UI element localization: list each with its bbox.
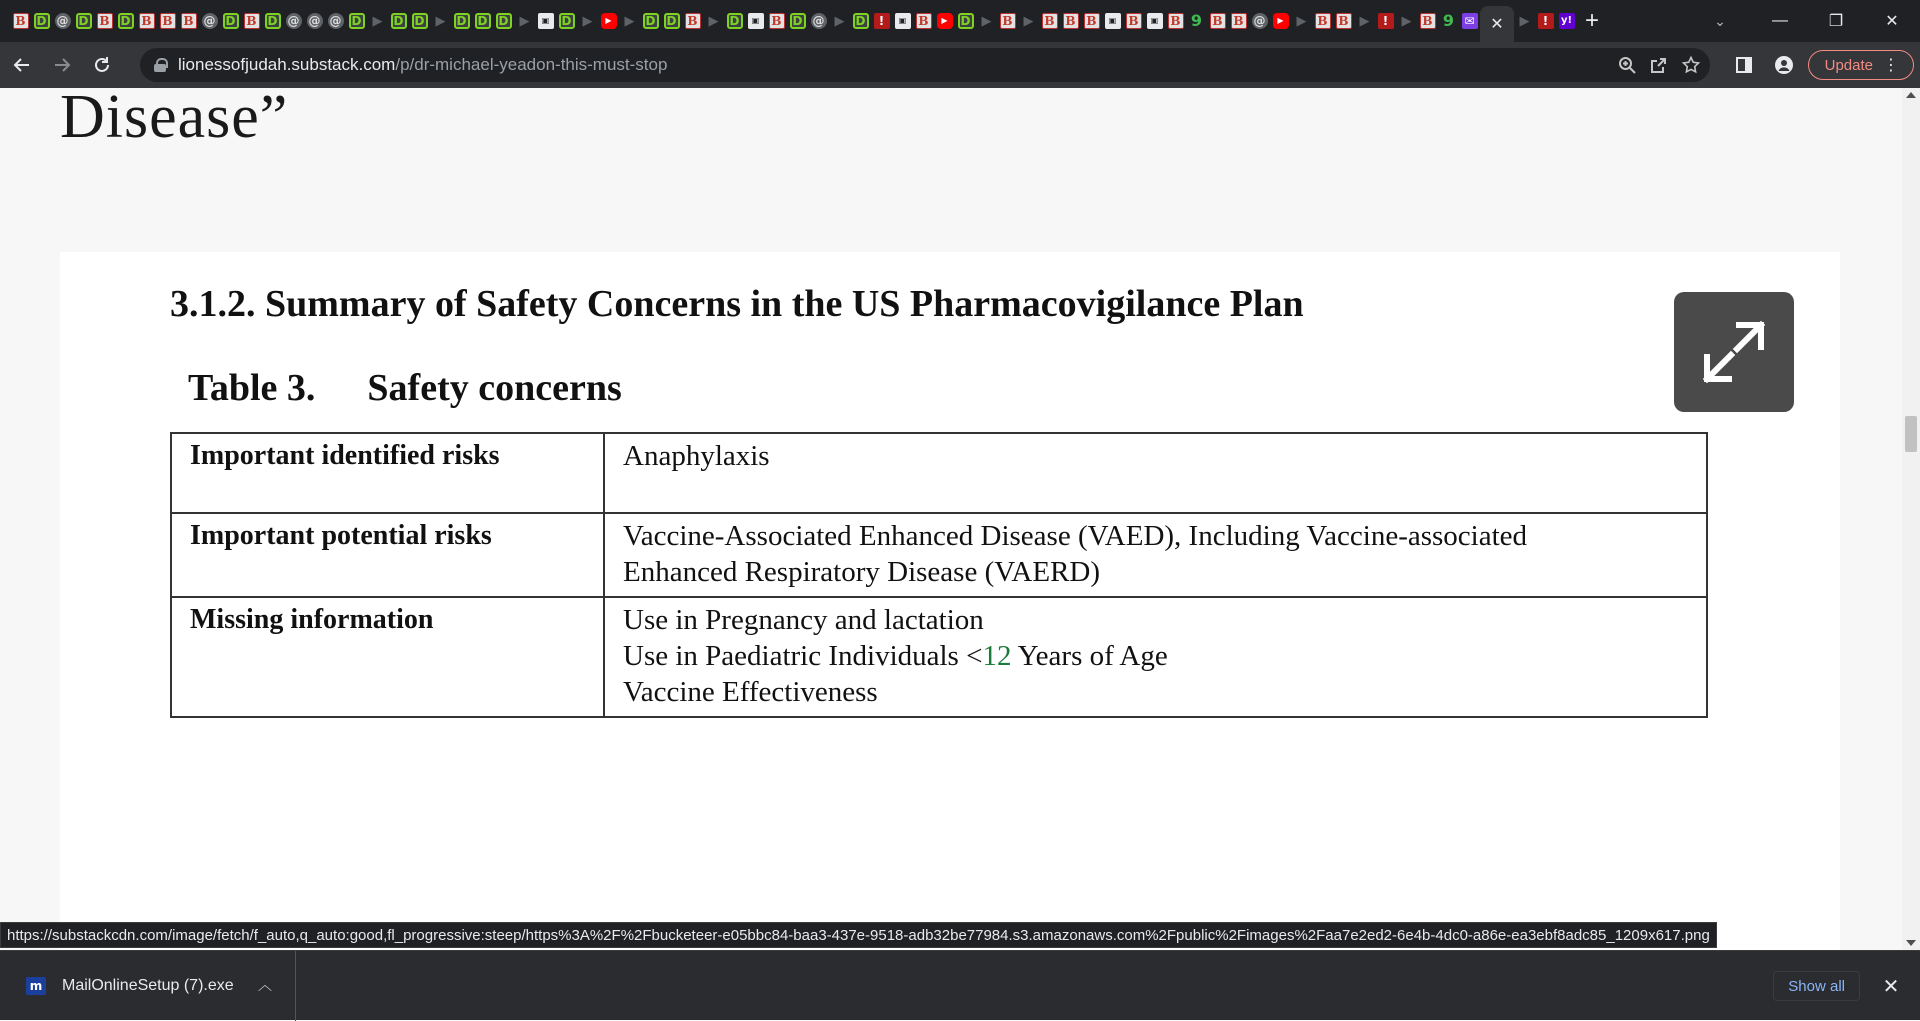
row-label: Important potential risks [171,513,604,597]
menu-dots-icon: ⋮ [1883,57,1899,74]
table-caption-number: Table 3. [188,367,316,409]
favicon-c-icon: @ [308,14,321,28]
favicon-d-icon: ▶ [1023,13,1034,29]
favicon-nine-icon: 9 [1442,11,1455,30]
favicon-red-icon: ! [1538,13,1554,29]
pinned-tab[interactable] [178,6,199,36]
pinned-tab[interactable] [514,6,535,36]
table-row [171,513,1707,597]
favicon-b-icon: B [1042,13,1058,29]
pinned-tab[interactable] [367,6,388,36]
document-heading: 3.1.2. Summary of Safety Concerns in the US Pharmacovigilance Plan [170,283,1304,325]
pinned-tab[interactable] [1270,6,1291,36]
pinned-tab[interactable] [304,6,325,36]
favicon-c-icon: @ [203,14,216,28]
favicon-b-icon: B [1315,13,1331,29]
favicon-g-icon: D [559,13,575,29]
favicon-b-icon: B [1000,13,1016,29]
pinned-tab[interactable] [1249,6,1270,36]
age-suffix: Years of Age [1011,640,1168,672]
favicon-d-icon: ▶ [834,13,845,29]
pinned-tab[interactable] [52,6,73,36]
update-label: Update [1824,56,1873,74]
scroll-down-icon[interactable] [1906,940,1916,946]
favicon-pur-icon: ✉ [1462,13,1478,29]
pinned-tab[interactable] [1375,6,1396,36]
favicon-b-icon: B [1210,13,1226,29]
value-line-age [623,638,1688,674]
favicon-g-icon: D [790,13,806,29]
article-heading: Disease” [60,83,289,151]
row-label: Missing information [171,597,604,717]
favicon-g-icon: D [412,13,428,29]
favicon-d-icon: ▶ [624,13,635,29]
favicon-b-icon: B [1084,13,1100,29]
page-scrollbar[interactable] [1902,88,1920,950]
favicon-g-icon: D [223,13,239,29]
download-bar [0,950,1920,1020]
back-arrow-icon [13,56,31,74]
pinned-tab[interactable] [1039,6,1060,36]
favicon-news-icon: ▣ [538,13,554,29]
status-url-bubble: https://substackcdn.com/image/fetch/f_auto,q_auto:good,fl_progressive:steep/https%3A%2F%2Fbucketeer-e05bbc84-baa3-437e-9518-adb32be77984.s3.amazonaws.com%2Fpublic%2Fimages%2Faa7e2ed2-6e4b-4dc0-a86e-ea3ebf8adc85_1209x617.png [0,922,1717,948]
pinned-tab[interactable] [829,6,850,36]
download-file-name: MailOnlineSetup (7).exe [62,977,234,994]
row-label: Important identified risks [171,433,604,513]
pinned-tab[interactable] [451,6,472,36]
address-bar[interactable] [140,48,1710,82]
profile-icon [1775,56,1793,74]
favicon-c-icon: @ [56,14,69,28]
pinned-tab[interactable] [598,6,619,36]
favicon-d-icon: ▶ [1401,13,1412,29]
pinned-tab[interactable] [556,6,577,36]
download-item[interactable] [0,951,296,1021]
favicon-d-icon: ▶ [1296,13,1307,29]
pinned-tab[interactable] [724,6,745,36]
restore-button[interactable]: ❐ [1828,13,1844,30]
pinned-tab[interactable] [745,6,766,36]
favicon-b-icon: B [13,13,29,29]
pinned-tab[interactable] [850,6,871,36]
favicon-c-icon: @ [329,14,342,28]
back-button[interactable] [4,47,40,83]
reload-icon [93,56,111,74]
page-content [0,83,1902,950]
favicon-b-icon: B [1231,13,1247,29]
age-prefix: Use in Paediatric Individuals < [623,640,983,672]
favicon-c-icon: @ [812,14,825,28]
pinned-tab[interactable] [682,6,703,36]
favicon-d-icon: ▶ [981,13,992,29]
side-panel-button[interactable] [1724,42,1764,88]
reload-button[interactable] [84,47,120,83]
favicon-g-icon: D [643,13,659,29]
zoom-icon[interactable] [1618,56,1636,74]
value-line: Use in Pregnancy and lactation [623,604,984,636]
favicon-g-icon: D [265,13,281,29]
table-caption-title: Safety concerns [367,367,622,409]
favicon-g-icon: D [496,13,512,29]
minimize-button[interactable]: — [1772,12,1788,29]
pinned-tab[interactable] [136,6,157,36]
pinned-tab[interactable] [115,6,136,36]
tab-search-button[interactable]: ⌄ [1714,12,1726,29]
pinned-tab[interactable] [997,6,1018,36]
pinned-tab[interactable] [1123,6,1144,36]
chevron-up-icon[interactable]: ︿ [258,977,272,993]
pinned-tab[interactable] [913,6,934,36]
favicon-g-icon: D [391,13,407,29]
show-all-button[interactable]: Show all [1773,971,1860,1001]
pinned-tab[interactable] [241,6,262,36]
pinned-tab[interactable] [766,6,787,36]
pinned-tab[interactable] [1535,6,1556,36]
favicon-nine-icon: 9 [1190,11,1203,30]
pinned-tab[interactable] [283,6,304,36]
pinned-tab[interactable] [1291,6,1312,36]
pinned-tab[interactable] [472,6,493,36]
favicon-c-icon: @ [1253,14,1266,28]
pinned-tab[interactable] [808,6,829,36]
pinned-tab[interactable] [619,6,640,36]
favicon-b-icon: B [1063,13,1079,29]
value-line: Vaccine Effectiveness [623,676,878,708]
favicon-b-icon: B [685,13,701,29]
favicon-d-icon: ▶ [582,13,593,29]
pinned-tab[interactable] [955,6,976,36]
favicon-b-icon: B [1420,13,1436,29]
favicon-d-icon: ▶ [1519,13,1530,29]
active-tab-close-button[interactable]: ✕ [1480,6,1514,42]
value-line: Vaccine-Associated Enhanced Disease (VAED), Including Vaccine-associated [623,520,1528,552]
forward-button[interactable] [44,47,80,83]
favicon-news-icon: ▣ [1147,13,1163,29]
row-value [604,433,1707,513]
mail-app-icon: m [26,977,46,995]
table-row [171,597,1707,717]
close-window-button[interactable]: ✕ [1885,13,1899,30]
pinned-tab[interactable] [1228,6,1249,36]
bookmark-star-icon[interactable] [1682,56,1700,74]
pinned-tab[interactable] [1514,6,1535,36]
pinned-tab[interactable] [1102,6,1123,36]
favicon-b-icon: B [769,13,785,29]
favicon-g-icon: D [727,13,743,29]
favicon-y-icon: ▶ [601,13,617,29]
pinned-tab[interactable] [493,6,514,36]
expand-icon [1699,317,1769,387]
pinned-tab[interactable] [1417,6,1438,36]
scroll-thumb[interactable] [1905,416,1917,452]
favicon-red-icon: ! [874,13,890,29]
pinned-tab[interactable] [220,6,241,36]
favicon-b-icon: B [916,13,932,29]
favicon-y-icon: ▶ [1273,13,1289,29]
favicon-b-icon: B [139,13,155,29]
pinned-tab[interactable] [787,6,808,36]
url-path: /p/dr-michael-yeadon-this-must-stop [395,55,668,74]
favicon-g-icon: D [118,13,134,29]
favicon-g-icon: D [958,13,974,29]
favicon-g-icon: D [475,13,491,29]
favicon-news-icon: ▣ [1105,13,1121,29]
favicon-b-icon: B [97,13,113,29]
pinned-tab[interactable] [535,6,556,36]
pinned-tab[interactable] [976,6,997,36]
expand-image-button[interactable] [1674,292,1794,412]
pinned-tab[interactable] [577,6,598,36]
favicon-b-icon: B [181,13,197,29]
favicon-b-icon: B [1126,13,1142,29]
pinned-tab[interactable] [199,6,220,36]
pinned-tab[interactable] [1438,6,1459,36]
pinned-tab[interactable] [640,6,661,36]
pinned-tab[interactable] [1354,6,1375,36]
side-panel-icon [1736,57,1752,73]
pinned-tab[interactable] [157,6,178,36]
new-tab-button[interactable]: + [1585,7,1600,34]
forward-arrow-icon [53,56,71,74]
favicon-b-icon: B [1336,13,1352,29]
pinned-tab[interactable] [1186,6,1207,36]
pinned-tab[interactable] [325,6,346,36]
update-button[interactable] [1808,50,1914,80]
article-image[interactable] [60,252,1840,972]
favicon-g-icon: D [76,13,92,29]
pinned-tab[interactable] [262,6,283,36]
pinned-tab[interactable] [703,6,724,36]
close-download-bar-button[interactable]: ✕ [1882,975,1900,998]
pinned-tab[interactable] [1018,6,1039,36]
pinned-tab[interactable] [1556,6,1577,36]
row-value [604,513,1707,597]
pinned-tab[interactable] [10,6,31,36]
favicon-d-icon: ▶ [435,13,446,29]
favicon-d-icon: ▶ [1359,13,1370,29]
age-value: 12 [982,640,1012,672]
pinned-tab[interactable] [1207,6,1228,36]
pinned-tab[interactable] [1312,6,1333,36]
favicon-b-icon: B [244,13,260,29]
pinned-tab[interactable] [1165,6,1186,36]
pinned-tab[interactable] [31,6,52,36]
pinned-tab[interactable] [661,6,682,36]
favicon-y-icon: ▶ [937,13,953,29]
pinned-tab[interactable] [346,6,367,36]
favicon-b-icon: B [160,13,176,29]
window-controls [1752,0,1920,42]
tab-list [0,0,1600,42]
pinned-tab[interactable] [94,6,115,36]
pinned-tab[interactable] [1333,6,1354,36]
favicon-c-icon: @ [287,14,300,28]
favicon-d-icon: ▶ [372,13,383,29]
scroll-up-icon[interactable] [1906,92,1916,98]
value-line: Enhanced Respiratory Disease (VAERD) [623,556,1101,588]
pinned-tab[interactable] [1144,6,1165,36]
pinned-tab[interactable] [73,6,94,36]
tab-strip [0,0,1920,42]
favicon-d-icon: ▶ [519,13,530,29]
url-host: lionessofjudah.substack.com [178,55,396,74]
favicon-g-icon: D [664,13,680,29]
favicon-d-icon: ▶ [708,13,719,29]
favicon-news-icon: ▣ [748,13,764,29]
toolbar-right [1724,42,1920,88]
pinned-tab[interactable] [1459,6,1480,36]
pinned-tab[interactable] [934,6,955,36]
favicon-news-icon: ▣ [895,13,911,29]
favicon-g-icon: D [349,13,365,29]
favicon-red-icon: ! [1378,13,1394,29]
address-bar-actions [1618,48,1700,82]
favicon-b-icon: B [1168,13,1184,29]
value-line: Anaphylaxis [623,440,770,472]
pinned-tab[interactable] [1060,6,1081,36]
pinned-tab[interactable] [388,6,409,36]
pinned-tab[interactable] [430,6,451,36]
pinned-tab[interactable] [871,6,892,36]
favicon-yahoo-icon: y! [1559,13,1575,29]
pinned-tab[interactable] [1396,6,1417,36]
row-value [604,597,1707,717]
table-caption [188,366,622,410]
pinned-tab[interactable] [892,6,913,36]
share-icon[interactable] [1650,56,1668,74]
favicon-g-icon: D [454,13,470,29]
safety-concerns-table [170,432,1708,718]
favicon-g-icon: D [853,13,869,29]
lock-icon[interactable] [154,58,166,72]
profile-button[interactable] [1764,42,1804,88]
favicon-g-icon: D [34,13,50,29]
pinned-tab[interactable] [1081,6,1102,36]
pinned-tab[interactable] [409,6,430,36]
table-row [171,433,1707,513]
